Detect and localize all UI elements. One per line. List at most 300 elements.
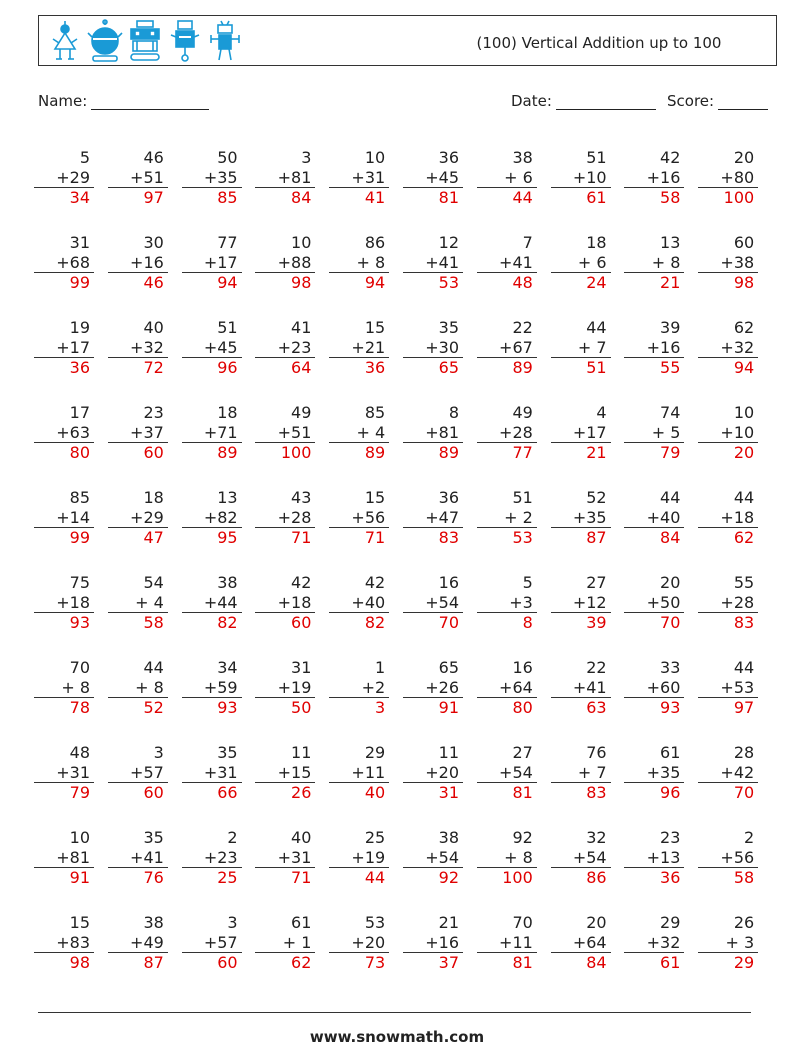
addend-top: 44 (733, 658, 755, 677)
addend-bottom: +82 (182, 508, 242, 529)
problem (698, 318, 758, 378)
addend-top: 51 (217, 318, 238, 337)
problem (182, 148, 242, 208)
problem (329, 658, 389, 718)
problem (698, 148, 758, 208)
problem (477, 488, 537, 548)
problem (698, 658, 758, 718)
addend-top: 18 (143, 488, 164, 507)
robot-icons (47, 19, 243, 63)
problem (551, 233, 611, 293)
answer: 97 (143, 188, 164, 207)
answer: 24 (586, 273, 607, 292)
problem (624, 573, 684, 633)
addend-bottom: +29 (108, 508, 168, 529)
addend-bottom: +18 (255, 593, 315, 614)
addend-bottom: +63 (34, 423, 94, 444)
addend-bottom: +81 (255, 168, 315, 189)
problem (403, 828, 463, 888)
problem (255, 658, 315, 718)
addend-top: 22 (512, 318, 533, 337)
addend-bottom: +64 (551, 933, 611, 954)
addend-top: 10 (733, 403, 755, 422)
answer: 93 (69, 613, 90, 632)
answer: 25 (217, 868, 238, 887)
addend-top: 75 (69, 573, 90, 592)
answer: 83 (586, 783, 607, 802)
addend-top: 42 (291, 573, 312, 592)
answer: 64 (291, 358, 312, 377)
answer: 92 (438, 868, 459, 887)
problem (698, 233, 758, 293)
answer: 55 (660, 358, 681, 377)
problem (34, 743, 94, 803)
answer: 50 (291, 698, 312, 717)
answer: 70 (733, 783, 755, 802)
answer: 100 (280, 443, 312, 462)
addend-top: 92 (512, 828, 533, 847)
addend-bottom: +50 (624, 593, 684, 614)
answer: 82 (217, 613, 238, 632)
addend-top: 54 (143, 573, 164, 592)
addend-bottom: +41 (477, 253, 537, 274)
addend-bottom: +41 (403, 253, 463, 274)
problem (403, 573, 463, 633)
answer: 21 (660, 273, 681, 292)
addend-top: 70 (69, 658, 90, 677)
answer: 58 (660, 188, 681, 207)
addend-top: 76 (586, 743, 607, 762)
problem (182, 573, 242, 633)
addend-bottom: +47 (403, 508, 463, 529)
addend-top: 15 (364, 488, 386, 507)
addend-top: 50 (217, 148, 238, 167)
addend-bottom: + 8 (329, 253, 389, 274)
addend-bottom: +23 (255, 338, 315, 359)
problem (477, 403, 537, 463)
answer: 39 (586, 613, 607, 632)
addend-top: 15 (364, 318, 386, 337)
answer: 96 (660, 783, 681, 802)
answer: 99 (69, 528, 90, 547)
answer: 63 (586, 698, 607, 717)
answer: 83 (438, 528, 459, 547)
problem (108, 148, 168, 208)
answer: 89 (512, 358, 533, 377)
answer: 84 (586, 953, 607, 972)
addend-top: 38 (512, 148, 533, 167)
addend-bottom: +56 (329, 508, 389, 529)
answer: 98 (733, 273, 755, 292)
problem (551, 318, 611, 378)
answer: 70 (660, 613, 681, 632)
score-field[interactable] (667, 92, 768, 110)
addend-bottom: +40 (329, 593, 389, 614)
answer: 82 (364, 613, 386, 632)
addend-top: 44 (660, 488, 681, 507)
problem (624, 233, 684, 293)
robot-icon-2 (87, 19, 123, 63)
problem (34, 488, 94, 548)
problem (34, 573, 94, 633)
addend-top: 4 (596, 403, 607, 422)
addend-top: 34 (217, 658, 238, 677)
addend-bottom: +54 (551, 848, 611, 869)
addend-top: 13 (217, 488, 238, 507)
answer: 93 (660, 698, 681, 717)
addend-top: 22 (586, 658, 607, 677)
problem (624, 148, 684, 208)
addend-bottom: +16 (403, 933, 463, 954)
addend-top: 32 (586, 828, 607, 847)
problem (34, 318, 94, 378)
addend-bottom: +51 (255, 423, 315, 444)
addend-bottom: + 1 (255, 933, 315, 954)
answer: 84 (660, 528, 681, 547)
addend-top: 38 (438, 828, 459, 847)
addend-top: 23 (660, 828, 681, 847)
addend-top: 36 (438, 148, 459, 167)
addend-bottom: +54 (477, 763, 537, 784)
answer: 87 (143, 953, 164, 972)
addend-bottom: +53 (698, 678, 758, 699)
addend-bottom: +14 (34, 508, 94, 529)
problem (403, 658, 463, 718)
addend-top: 10 (291, 233, 312, 252)
answer: 44 (364, 868, 386, 887)
addend-top: 86 (364, 233, 386, 252)
problem (698, 828, 758, 888)
problem (698, 488, 758, 548)
addend-bottom: +17 (34, 338, 94, 359)
answer: 95 (217, 528, 238, 547)
addend-bottom: +2 (329, 678, 389, 699)
problem (108, 743, 168, 803)
problem (624, 488, 684, 548)
problem (551, 828, 611, 888)
addend-bottom: + 4 (329, 423, 389, 444)
addend-bottom: +51 (108, 168, 168, 189)
addend-bottom: + 4 (108, 593, 168, 614)
addend-top: 52 (586, 488, 607, 507)
addend-top: 2 (744, 828, 755, 847)
addend-bottom: +81 (34, 848, 94, 869)
addend-top: 48 (69, 743, 90, 762)
score-label: Score: (667, 92, 715, 110)
addend-top: 5 (522, 573, 533, 592)
addend-top: 44 (733, 488, 755, 507)
addend-top: 10 (364, 148, 386, 167)
problem (403, 488, 463, 548)
problem (182, 743, 242, 803)
addend-top: 29 (364, 743, 386, 762)
addend-bottom: +42 (698, 763, 758, 784)
addend-top: 11 (438, 743, 459, 762)
addend-top: 21 (438, 913, 459, 932)
answer: 36 (364, 358, 386, 377)
addend-bottom: +20 (329, 933, 389, 954)
answer: 58 (733, 868, 755, 887)
problem (403, 743, 463, 803)
problem (108, 233, 168, 293)
answer: 26 (291, 783, 312, 802)
addend-top: 46 (143, 148, 164, 167)
addend-bottom: +23 (182, 848, 242, 869)
problem (551, 148, 611, 208)
problem (698, 573, 758, 633)
answer: 46 (143, 273, 164, 292)
problem (329, 743, 389, 803)
addend-top: 53 (364, 913, 386, 932)
answer: 62 (291, 953, 312, 972)
problem (34, 658, 94, 718)
addend-bottom: +49 (108, 933, 168, 954)
answer: 3 (375, 698, 386, 717)
answer: 66 (217, 783, 238, 802)
addend-bottom: +57 (108, 763, 168, 784)
answer: 72 (143, 358, 164, 377)
addend-bottom: +57 (182, 933, 242, 954)
addend-top: 33 (660, 658, 681, 677)
name-field[interactable] (38, 92, 209, 110)
problem (329, 403, 389, 463)
problem (255, 403, 315, 463)
problem (698, 743, 758, 803)
problem (551, 488, 611, 548)
addend-top: 43 (291, 488, 312, 507)
addend-bottom: +18 (698, 508, 758, 529)
addend-top: 3 (153, 743, 164, 762)
answer: 36 (660, 868, 681, 887)
answer: 89 (438, 443, 459, 462)
footer-divider (38, 1012, 751, 1013)
problem (477, 828, 537, 888)
answer: 71 (291, 868, 312, 887)
problem (182, 488, 242, 548)
problem (624, 743, 684, 803)
answer: 71 (291, 528, 312, 547)
addend-top: 3 (301, 148, 312, 167)
problem (551, 913, 611, 973)
addend-bottom: +45 (403, 168, 463, 189)
addend-bottom: +19 (329, 848, 389, 869)
robot-icon-3 (127, 19, 163, 63)
addend-bottom: +45 (182, 338, 242, 359)
addend-top: 16 (512, 658, 533, 677)
addend-bottom: +88 (255, 253, 315, 274)
addend-top: 42 (364, 573, 386, 592)
problem (624, 403, 684, 463)
addend-top: 40 (291, 828, 312, 847)
addend-bottom: +60 (624, 678, 684, 699)
addend-top: 25 (364, 828, 386, 847)
addend-bottom: +81 (403, 423, 463, 444)
answer: 44 (512, 188, 533, 207)
addend-bottom: +83 (34, 933, 94, 954)
header-box (38, 15, 777, 66)
addend-bottom: +30 (403, 338, 463, 359)
problem (477, 233, 537, 293)
answer: 99 (69, 273, 90, 292)
addend-bottom: +35 (624, 763, 684, 784)
addend-top: 77 (217, 233, 238, 252)
answer: 53 (512, 528, 533, 547)
problem (108, 658, 168, 718)
answer: 31 (438, 783, 459, 802)
problem (477, 573, 537, 633)
answer: 91 (69, 868, 90, 887)
problem (34, 148, 94, 208)
problem (403, 318, 463, 378)
addend-top: 1 (375, 658, 386, 677)
addend-bottom: +26 (403, 678, 463, 699)
answer: 47 (143, 528, 164, 547)
addend-top: 49 (291, 403, 312, 422)
problem (182, 913, 242, 973)
name-label: Name: (38, 92, 88, 110)
addend-top: 62 (733, 318, 755, 337)
addend-top: 18 (217, 403, 238, 422)
problem (477, 148, 537, 208)
date-field[interactable] (511, 92, 656, 110)
problem (329, 148, 389, 208)
addend-bottom: +41 (108, 848, 168, 869)
answer: 96 (217, 358, 238, 377)
addend-top: 26 (733, 913, 755, 932)
addend-bottom: + 7 (551, 763, 611, 784)
addend-bottom: + 8 (477, 848, 537, 869)
addend-bottom: +54 (403, 848, 463, 869)
addend-bottom: +28 (255, 508, 315, 529)
answer: 70 (438, 613, 459, 632)
addend-bottom: +31 (182, 763, 242, 784)
addend-top: 51 (512, 488, 533, 507)
addend-top: 49 (512, 403, 533, 422)
addend-bottom: +35 (182, 168, 242, 189)
addend-top: 29 (660, 913, 681, 932)
addend-top: 41 (291, 318, 312, 337)
answer: 87 (586, 528, 607, 547)
answer: 100 (723, 188, 755, 207)
addend-top: 40 (143, 318, 164, 337)
problem (698, 913, 758, 973)
addend-top: 39 (660, 318, 681, 337)
answer: 53 (438, 273, 459, 292)
answer: 100 (502, 868, 533, 887)
problem (403, 233, 463, 293)
addend-bottom: + 3 (698, 933, 758, 954)
addend-bottom: +11 (329, 763, 389, 784)
answer: 78 (69, 698, 90, 717)
problem (108, 403, 168, 463)
addend-top: 27 (512, 743, 533, 762)
answer: 60 (291, 613, 312, 632)
date-line[interactable] (556, 93, 656, 110)
addend-top: 35 (217, 743, 238, 762)
addend-top: 28 (733, 743, 755, 762)
answer: 79 (69, 783, 90, 802)
addend-top: 38 (217, 573, 238, 592)
addend-bottom: +31 (34, 763, 94, 784)
addend-bottom: +10 (551, 168, 611, 189)
addend-top: 65 (438, 658, 459, 677)
score-line[interactable] (718, 93, 768, 110)
addend-bottom: +13 (624, 848, 684, 869)
problem (34, 233, 94, 293)
addend-top: 15 (69, 913, 90, 932)
problem (329, 488, 389, 548)
answer: 60 (143, 783, 164, 802)
addend-bottom: +31 (329, 168, 389, 189)
problem (255, 318, 315, 378)
problem (34, 403, 94, 463)
answer: 97 (733, 698, 755, 717)
addend-top: 61 (660, 743, 681, 762)
answer: 91 (438, 698, 459, 717)
addend-bottom: +17 (551, 423, 611, 444)
problem (403, 403, 463, 463)
answer: 52 (143, 698, 164, 717)
problem (108, 488, 168, 548)
addend-top: 35 (143, 828, 164, 847)
addend-top: 12 (438, 233, 459, 252)
answer: 71 (364, 528, 386, 547)
name-line[interactable] (91, 93, 209, 110)
answer: 58 (143, 613, 164, 632)
addend-bottom: +32 (698, 338, 758, 359)
addend-top: 2 (227, 828, 238, 847)
date-label: Date: (511, 92, 552, 110)
addend-top: 31 (291, 658, 312, 677)
addend-top: 11 (291, 743, 312, 762)
addend-top: 55 (733, 573, 755, 592)
problem (182, 233, 242, 293)
answer: 94 (364, 273, 386, 292)
addend-bottom: +56 (698, 848, 758, 869)
addend-bottom: + 6 (551, 253, 611, 274)
answer: 37 (438, 953, 459, 972)
addend-bottom: + 8 (34, 678, 94, 699)
addend-bottom: +3 (477, 593, 537, 614)
addend-top: 70 (512, 913, 533, 932)
problem (255, 148, 315, 208)
answer: 21 (586, 443, 607, 462)
problem (255, 913, 315, 973)
addend-bottom: +80 (698, 168, 758, 189)
problem (551, 743, 611, 803)
addend-bottom: +15 (255, 763, 315, 784)
addend-bottom: + 2 (477, 508, 537, 529)
addend-bottom: +10 (698, 423, 758, 444)
robot-icon-4 (167, 19, 203, 63)
addend-top: 74 (660, 403, 681, 422)
problem (108, 913, 168, 973)
problem (624, 658, 684, 718)
answer: 89 (364, 443, 386, 462)
addend-top: 85 (364, 403, 386, 422)
answer: 86 (586, 868, 607, 887)
addend-bottom: +29 (34, 168, 94, 189)
addend-bottom: +31 (255, 848, 315, 869)
addend-bottom: +18 (34, 593, 94, 614)
addend-top: 3 (227, 913, 238, 932)
problem (182, 318, 242, 378)
problem (698, 403, 758, 463)
answer: 34 (69, 188, 90, 207)
problem (477, 318, 537, 378)
addend-top: 5 (79, 148, 90, 167)
addend-bottom: +21 (329, 338, 389, 359)
